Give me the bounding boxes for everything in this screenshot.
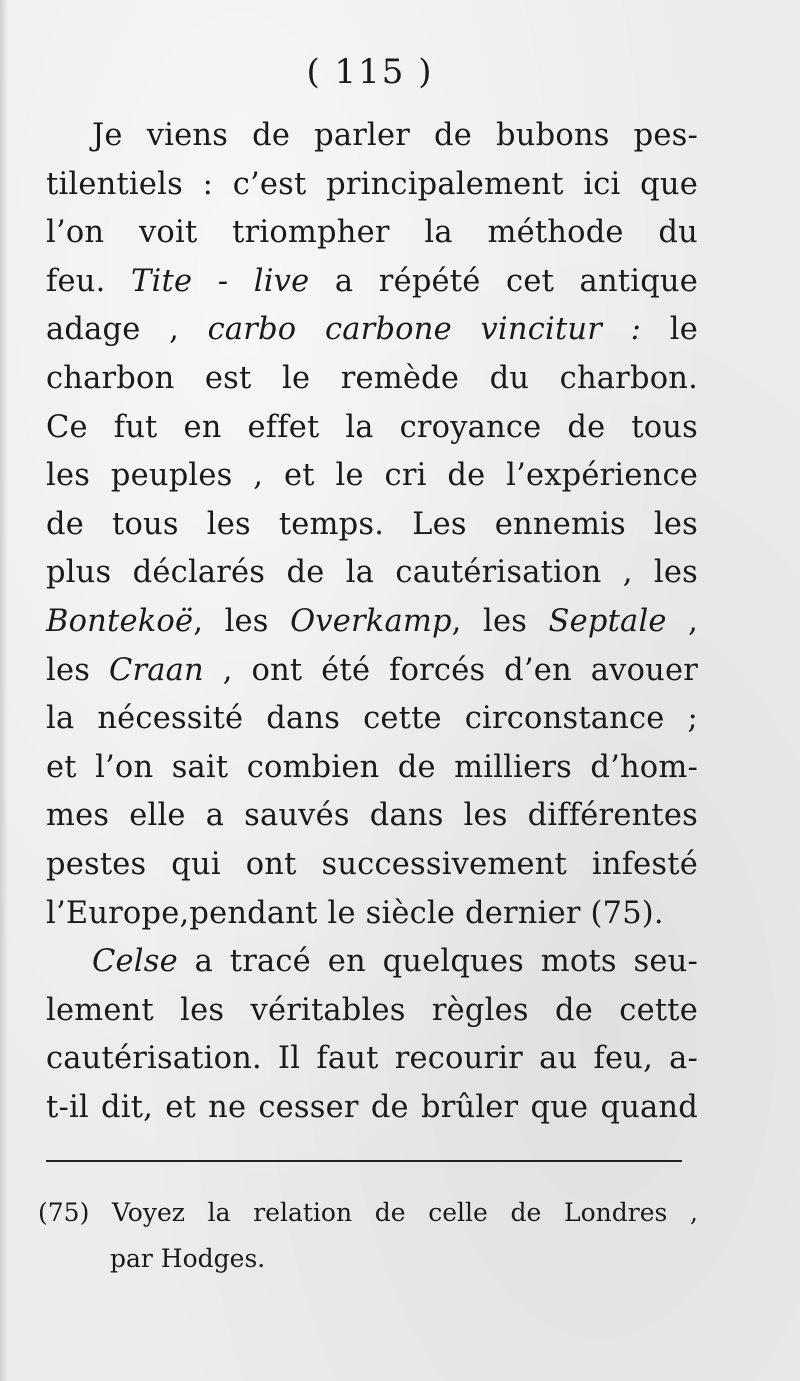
page-number: ( 115 ) [306, 52, 434, 92]
text-segment: , les [451, 603, 549, 639]
text-line: pestes qui ont successivement infesté [46, 846, 698, 882]
text-segment: , ont été forcés d’en avouer [203, 652, 699, 688]
text-line: cautérisation. Il faut recourir au feu, a- [46, 1041, 698, 1077]
text-line: mes elle a sauvés dans les différentes [46, 798, 698, 834]
italic-name: Septale [548, 603, 667, 639]
text-line [46, 647, 698, 696]
italic-name: Overkamp [290, 603, 452, 639]
text-segment: adage , [46, 312, 208, 348]
text-line [46, 598, 698, 647]
text-segment: a tracé en quelques mots seu- [177, 944, 698, 980]
text-segment: , les [193, 603, 291, 639]
text-line: lement les véritables règles de cette [46, 992, 698, 1028]
text-line: tilentiels : c’est principalement ici que [46, 166, 698, 202]
text-line: Je viens de parler de bubons pes- [92, 118, 698, 153]
text-line: t-il dit, et ne cesser de brûler que quand [46, 1089, 698, 1125]
text-line: l’Europe,pendant le siècle dernier (75). [46, 895, 664, 931]
text-line: l’on voit triompher la méthode du [46, 215, 698, 251]
italic-name: Bontekoë [46, 603, 194, 639]
text-line: les peuples , et le cri de l’expérience [46, 458, 698, 494]
text-line [46, 306, 698, 355]
text-line: charbon est le remède du charbon. [46, 360, 698, 396]
footnote [38, 1190, 698, 1282]
text-segment: le [641, 312, 698, 348]
text-line: la nécessité dans cette circonstance ; [46, 701, 698, 737]
text-line [46, 938, 698, 987]
text-segment: , [666, 603, 698, 639]
text-segment: les [46, 652, 109, 688]
italic-name: Tite - live [131, 263, 310, 299]
text-line: Ce fut en effet la croyance de tous [46, 409, 698, 445]
footnote-rule [46, 1160, 682, 1162]
page-edge-shadow [0, 0, 8, 1381]
footnote-line: par Hodges. [110, 1244, 266, 1273]
text-line: de tous les temps. Les ennemis les [46, 506, 698, 542]
footnote-line: (75) Voyez la relation de celle de Londres , [38, 1198, 698, 1227]
italic-name: Craan [108, 652, 204, 688]
text-segment: feu. [46, 263, 132, 299]
main-text [46, 112, 698, 1132]
text-segment: a répété cet antique [309, 263, 699, 299]
italic-name: Celse [92, 944, 178, 980]
text-line [46, 258, 698, 307]
text-line: plus déclarés de la cautérisation , les [46, 555, 698, 591]
text-line: et l’on sait combien de milliers d’hom- [46, 749, 698, 785]
italic-latin-phrase: carbo carbone vincitur : [207, 312, 642, 348]
